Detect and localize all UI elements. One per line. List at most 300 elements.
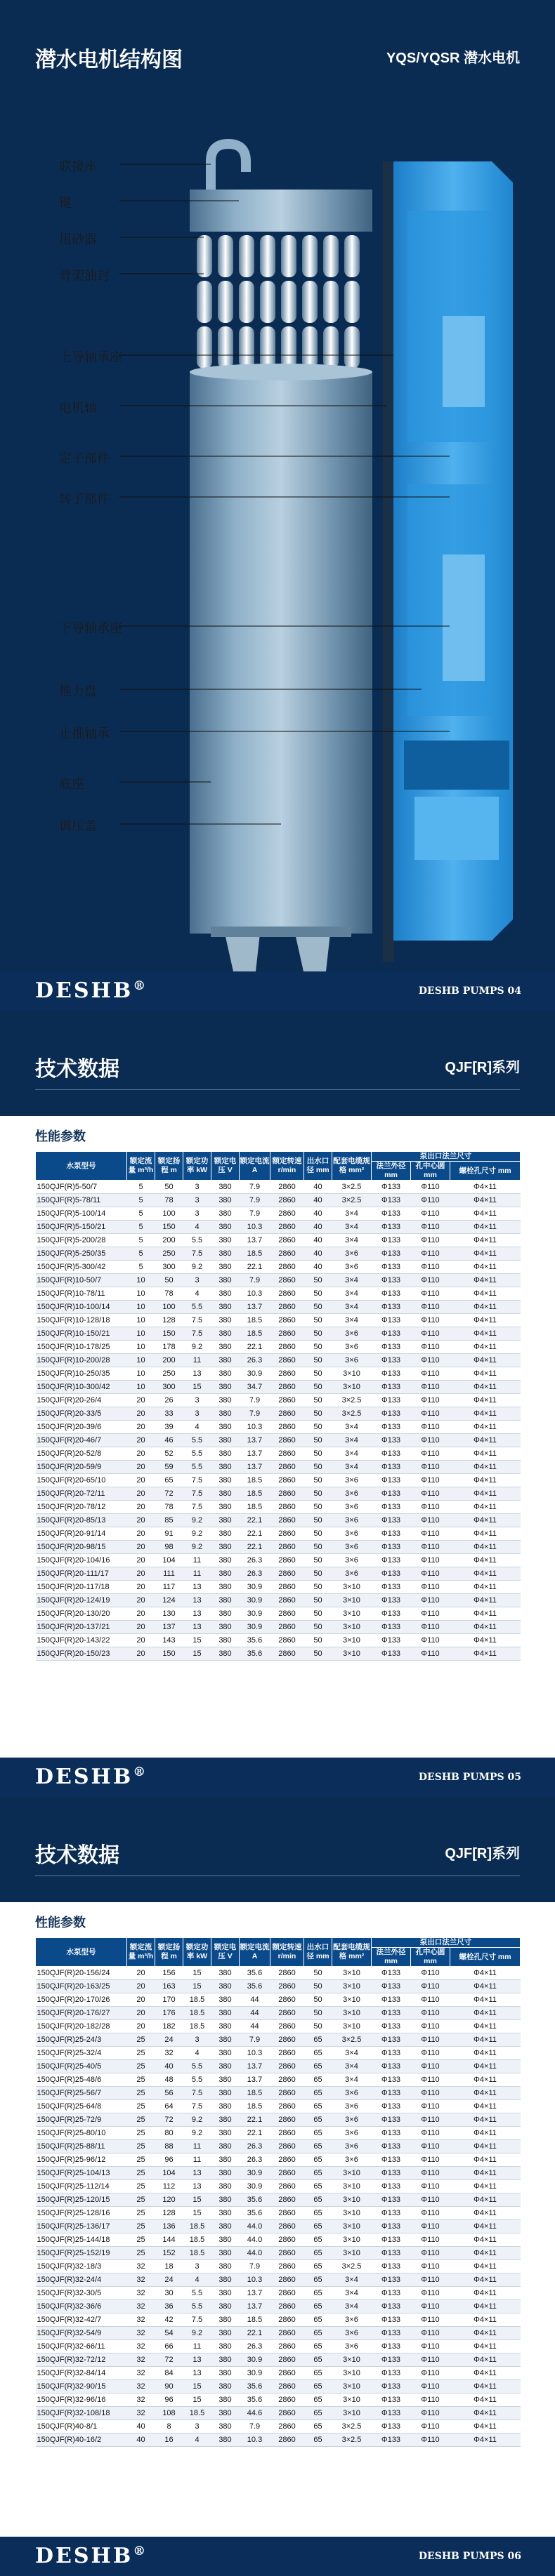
table-cell: Φ4×11 bbox=[450, 1181, 521, 1194]
table-cell: Φ133 bbox=[372, 1594, 411, 1607]
table-cell: Φ4×11 bbox=[450, 2394, 521, 2407]
table-cell: 32 bbox=[127, 2367, 155, 2380]
table-cell: 11 bbox=[183, 1567, 211, 1581]
table-cell: 3×10 bbox=[332, 1381, 372, 1394]
table-cell: 20 bbox=[127, 1447, 155, 1461]
table-row bbox=[36, 1274, 521, 1287]
cell-model: 150QJF(R)25-24/3 bbox=[36, 2033, 127, 2047]
table-cell: 380 bbox=[211, 2327, 240, 2340]
table-cell: 3×2.5 bbox=[332, 1194, 372, 1207]
table-cell: 3×6 bbox=[332, 2100, 372, 2113]
table-cell: 2860 bbox=[270, 1447, 304, 1461]
cell-model: 150QJF(R)32-42/7 bbox=[36, 2313, 127, 2327]
table-cell: 65 bbox=[304, 2300, 332, 2313]
table-cell: 44.0 bbox=[240, 2220, 270, 2233]
table-cell: 128 bbox=[155, 2207, 183, 2220]
table-cell: 3×10 bbox=[332, 2020, 372, 2033]
table-cell: Φ133 bbox=[372, 1621, 411, 1634]
table-cell: 7.9 bbox=[240, 1394, 270, 1407]
table-row bbox=[36, 2033, 521, 2047]
table-cell: Φ133 bbox=[372, 1381, 411, 1394]
table-cell: 3 bbox=[183, 2260, 211, 2273]
table-cell: 15 bbox=[183, 1634, 211, 1647]
cell-model: 150QJF(R)32-66/11 bbox=[36, 2340, 127, 2353]
table-cell: 65 bbox=[304, 2407, 332, 2420]
table-cell: 50 bbox=[304, 1967, 332, 1980]
cell-model: 150QJF(R)20-163/25 bbox=[36, 1980, 127, 1993]
table-cell: 380 bbox=[211, 1194, 240, 1207]
table-cell: Φ4×11 bbox=[450, 2313, 521, 2327]
cell-model: 150QJF(R)10-178/25 bbox=[36, 1341, 127, 1354]
table-cell: 20 bbox=[127, 1980, 155, 1993]
table-cell: 3×6 bbox=[332, 1261, 372, 1274]
cell-model: 150QJF(R)32-18/3 bbox=[36, 2260, 127, 2273]
table-cell: 25 bbox=[127, 2180, 155, 2193]
table-row bbox=[36, 2300, 521, 2313]
table-cell: 3×10 bbox=[332, 1607, 372, 1621]
table-cell: 80 bbox=[155, 2127, 183, 2140]
table-cell: Φ4×11 bbox=[450, 2180, 521, 2193]
table-cell: 380 bbox=[211, 1421, 240, 1434]
brand-logo: DESHB® bbox=[35, 978, 148, 1003]
table-cell: 380 bbox=[211, 2394, 240, 2407]
table-row bbox=[36, 2220, 521, 2233]
label-sand-slinger: 甩砂器 bbox=[59, 232, 97, 246]
table-row bbox=[36, 2167, 521, 2180]
table-cell: 2860 bbox=[270, 1634, 304, 1647]
table-cell: Φ110 bbox=[411, 2407, 450, 2420]
table-cell: 2860 bbox=[270, 2340, 304, 2353]
table-cell: 3×10 bbox=[332, 2247, 372, 2260]
table-cell: 9.2 bbox=[183, 1527, 211, 1541]
table-cell: Φ110 bbox=[411, 2113, 450, 2127]
cell-model: 150QJF(R)20-124/19 bbox=[36, 1594, 127, 1607]
table-cell: 4 bbox=[183, 1421, 211, 1434]
table-row bbox=[36, 1181, 521, 1194]
table-row bbox=[36, 2087, 521, 2100]
cell-model: 150QJF(R)10-100/14 bbox=[36, 1301, 127, 1314]
table-row bbox=[36, 1447, 521, 1461]
table-cell: 7.5 bbox=[183, 2100, 211, 2113]
tech-data-header bbox=[0, 1011, 555, 1116]
table-cell: 3×6 bbox=[332, 2113, 372, 2127]
table-cell: 15 bbox=[183, 2380, 211, 2394]
table-cell: Φ4×11 bbox=[450, 2140, 521, 2153]
table-cell: Φ110 bbox=[411, 1394, 450, 1407]
table-cell: 2860 bbox=[270, 1221, 304, 1234]
cell-model: 150QJF(R)25-48/6 bbox=[36, 2073, 127, 2087]
table-cell: 2860 bbox=[270, 2113, 304, 2127]
table-cell: 2860 bbox=[270, 2207, 304, 2220]
table-cell: 40 bbox=[304, 1194, 332, 1207]
table-cell: 5 bbox=[127, 1234, 155, 1247]
table-cell: Φ110 bbox=[411, 1221, 450, 1234]
table-cell: Φ110 bbox=[411, 1207, 450, 1221]
table-cell: Φ110 bbox=[411, 2420, 450, 2434]
table-cell: 65 bbox=[304, 2140, 332, 2153]
table-cell: 4 bbox=[183, 2047, 211, 2060]
table-cell: 50 bbox=[304, 1274, 332, 1287]
table-cell: 15 bbox=[183, 1381, 211, 1394]
table-cell: 3×6 bbox=[332, 2153, 372, 2167]
table-cell: Φ133 bbox=[372, 2153, 411, 2167]
table-cell: 50 bbox=[304, 1621, 332, 1634]
table-cell: 11 bbox=[183, 1354, 211, 1367]
table-cell: Φ133 bbox=[372, 2327, 411, 2340]
table-cell: 13.7 bbox=[240, 2060, 270, 2073]
table-cell: 40 bbox=[304, 1221, 332, 1234]
table-cell: 380 bbox=[211, 2220, 240, 2233]
table-cell: Φ110 bbox=[411, 2327, 450, 2340]
table-cell: Φ110 bbox=[411, 1194, 450, 1207]
table-row bbox=[36, 1461, 521, 1474]
table-cell: 2860 bbox=[270, 1980, 304, 1993]
table-cell: Φ4×11 bbox=[450, 1421, 521, 1434]
table-cell: Φ4×11 bbox=[450, 2087, 521, 2100]
table-cell: 380 bbox=[211, 2260, 240, 2273]
table-cell: 78 bbox=[155, 1194, 183, 1207]
table-cell: 56 bbox=[155, 2087, 183, 2100]
table-cell: 4 bbox=[183, 2273, 211, 2287]
table-cell: 2860 bbox=[270, 1274, 304, 1287]
table-cell: 26.3 bbox=[240, 2340, 270, 2353]
table-cell: Φ133 bbox=[372, 2087, 411, 2100]
table-cell: 5.5 bbox=[183, 2060, 211, 2073]
table-cell: 7.9 bbox=[240, 2033, 270, 2047]
table-cell: Φ4×11 bbox=[450, 1341, 521, 1354]
col-head: 额定扬程 m bbox=[155, 1152, 183, 1181]
table-cell: Φ4×11 bbox=[450, 2047, 521, 2060]
table-cell: 18.5 bbox=[183, 2020, 211, 2033]
table-cell: 380 bbox=[211, 1621, 240, 1634]
col-flange: 泵出口法兰尺寸 bbox=[372, 1152, 521, 1162]
table-row bbox=[36, 2113, 521, 2127]
table-cell: Φ110 bbox=[411, 2127, 450, 2140]
table-row bbox=[36, 1487, 521, 1501]
table-cell: 3×6 bbox=[332, 1487, 372, 1501]
table-body-1 bbox=[36, 1181, 521, 1661]
cell-model: 150QJF(R)10-50/7 bbox=[36, 1274, 127, 1287]
table-row bbox=[36, 2180, 521, 2193]
table-cell: Φ133 bbox=[372, 1967, 411, 1980]
table-cell: Φ4×11 bbox=[450, 1554, 521, 1567]
table-cell: 32 bbox=[127, 2273, 155, 2287]
table-cell: 30.9 bbox=[240, 2180, 270, 2193]
table-cell: 22.1 bbox=[240, 2327, 270, 2340]
tech-data-header bbox=[0, 1797, 555, 1902]
table-cell: Φ4×11 bbox=[450, 2060, 521, 2073]
table-cell: 7.5 bbox=[183, 1474, 211, 1487]
table-cell: Φ110 bbox=[411, 1381, 450, 1394]
cell-model: 150QJF(R)10-300/42 bbox=[36, 1381, 127, 1394]
table-row bbox=[36, 1554, 521, 1567]
table-cell: Φ110 bbox=[411, 1647, 450, 1661]
table-cell: 3×6 bbox=[332, 1514, 372, 1527]
table-cell: 3×4 bbox=[332, 1274, 372, 1287]
table-cell: 7.5 bbox=[183, 2313, 211, 2327]
col-flow: 额定流量 m³/h bbox=[127, 1938, 155, 1967]
table-cell: Φ4×11 bbox=[450, 2233, 521, 2247]
table-cell: 380 bbox=[211, 2167, 240, 2180]
table-cell: 380 bbox=[211, 2033, 240, 2047]
table-cell: 25 bbox=[127, 2247, 155, 2260]
table-cell: Φ110 bbox=[411, 2220, 450, 2233]
table-cell: Φ4×11 bbox=[450, 1234, 521, 1247]
table-cell: 50 bbox=[304, 1447, 332, 1461]
table-cell: 72 bbox=[155, 1487, 183, 1501]
table-cell: 3×2.5 bbox=[332, 2033, 372, 2047]
table-cell: 18 bbox=[155, 2260, 183, 2273]
table-cell: 65 bbox=[304, 2100, 332, 2113]
cell-model: 150QJF(R)20-170/26 bbox=[36, 1993, 127, 2007]
table-cell: 380 bbox=[211, 1461, 240, 1474]
table-row bbox=[36, 1421, 521, 1434]
table-cell: 22.1 bbox=[240, 1514, 270, 1527]
cell-model: 150QJF(R)25-112/14 bbox=[36, 2180, 127, 2193]
table-cell: Φ133 bbox=[372, 2434, 411, 2447]
table-cell: 380 bbox=[211, 1567, 240, 1581]
table-cell: 380 bbox=[211, 1274, 240, 1287]
table-cell: 11 bbox=[183, 2340, 211, 2353]
table-cell: 2860 bbox=[270, 1181, 304, 1194]
table-cell: 250 bbox=[155, 1247, 183, 1261]
cell-model: 150QJF(R)25-56/7 bbox=[36, 2087, 127, 2100]
table-cell: 7.5 bbox=[183, 1487, 211, 1501]
table-cell: 18.5 bbox=[240, 2313, 270, 2327]
table-cell: 13 bbox=[183, 2167, 211, 2180]
label-coupling-seat: 联接座 bbox=[59, 159, 97, 173]
table-cell: 2860 bbox=[270, 2300, 304, 2313]
table-cell: Φ110 bbox=[411, 2020, 450, 2033]
table-cell: 3×2.5 bbox=[332, 2434, 372, 2447]
table-cell: Φ110 bbox=[411, 2300, 450, 2313]
cell-model: 150QJF(R)5-100/14 bbox=[36, 1207, 127, 1221]
page-number: DESHB PUMPS 06 bbox=[418, 2551, 521, 2562]
table-cell: 32 bbox=[127, 2407, 155, 2420]
table-cell: Φ110 bbox=[411, 1621, 450, 1634]
table-row bbox=[36, 2420, 521, 2434]
table-cell: 3×4 bbox=[332, 1221, 372, 1234]
table-cell: 20 bbox=[127, 2020, 155, 2033]
table-cell: Φ133 bbox=[372, 2340, 411, 2353]
table-row bbox=[36, 1234, 521, 1247]
table-row bbox=[36, 1567, 521, 1581]
cell-model: 150QJF(R)20-33/5 bbox=[36, 1407, 127, 1421]
cell-model: 150QJF(R)32-30/5 bbox=[36, 2287, 127, 2300]
table-cell: 3×4 bbox=[332, 2060, 372, 2073]
cell-model: 150QJF(R)20-156/24 bbox=[36, 1967, 127, 1980]
table-cell: Φ110 bbox=[411, 2260, 450, 2273]
table-row bbox=[36, 2153, 521, 2167]
table-cell: 2860 bbox=[270, 2140, 304, 2153]
cell-model: 150QJF(R)32-24/4 bbox=[36, 2273, 127, 2287]
table-cell: Φ4×11 bbox=[450, 2273, 521, 2287]
table-cell: 380 bbox=[211, 1647, 240, 1661]
table-cell: 50 bbox=[304, 1527, 332, 1541]
table-cell: 380 bbox=[211, 2233, 240, 2247]
table-cell: 50 bbox=[304, 1567, 332, 1581]
table-cell: 40 bbox=[304, 1234, 332, 1247]
table-cell: 3×4 bbox=[332, 2273, 372, 2287]
table-cell: 65 bbox=[304, 2073, 332, 2087]
table-cell: 200 bbox=[155, 1234, 183, 1247]
table-cell: Φ4×11 bbox=[450, 1247, 521, 1261]
table-cell: Φ110 bbox=[411, 2233, 450, 2247]
table-cell: 18.5 bbox=[240, 2087, 270, 2100]
table-cell: 104 bbox=[155, 1554, 183, 1567]
col-voltage: 额定电压 V bbox=[211, 1152, 240, 1181]
table-row bbox=[36, 2100, 521, 2113]
table-cell: 18.5 bbox=[240, 1487, 270, 1501]
table-cell: 3 bbox=[183, 1274, 211, 1287]
table-cell: Φ110 bbox=[411, 1993, 450, 2007]
table-cell: 380 bbox=[211, 1314, 240, 1327]
table-cell: 7.5 bbox=[183, 1327, 211, 1341]
table-cell: 2860 bbox=[270, 2100, 304, 2113]
table-cell: Φ110 bbox=[411, 2273, 450, 2287]
table-cell: 18.5 bbox=[183, 2247, 211, 2260]
table-cell: 10 bbox=[127, 1327, 155, 1341]
table-cell: Φ110 bbox=[411, 1527, 450, 1541]
table-cell: 39 bbox=[155, 1421, 183, 1434]
table-cell: Φ110 bbox=[411, 1554, 450, 1567]
table-cell: 13 bbox=[183, 2353, 211, 2367]
table-cell: 18.5 bbox=[183, 2007, 211, 2020]
table-cell: 380 bbox=[211, 2367, 240, 2380]
label-base: 底座 bbox=[59, 777, 84, 791]
table-cell: 65 bbox=[304, 2273, 332, 2287]
table-row bbox=[36, 1247, 521, 1261]
table-cell: 2860 bbox=[270, 1501, 304, 1514]
cell-model: 150QJF(R)25-144/18 bbox=[36, 2233, 127, 2247]
table-cell: 3×10 bbox=[332, 2353, 372, 2367]
table-cell: 15 bbox=[183, 1980, 211, 1993]
table-cell: 91 bbox=[155, 1527, 183, 1541]
table-cell: 65 bbox=[304, 2380, 332, 2394]
table-cell: 22.1 bbox=[240, 1541, 270, 1554]
table-cell: 2860 bbox=[270, 2127, 304, 2140]
table-cell: 32 bbox=[127, 2313, 155, 2327]
table-cell: 2860 bbox=[270, 1541, 304, 1554]
table-cell: 65 bbox=[304, 2060, 332, 2073]
table-cell: Φ110 bbox=[411, 2380, 450, 2394]
table-cell: 7.5 bbox=[183, 1247, 211, 1261]
table-cell: 30.9 bbox=[240, 2167, 270, 2180]
table-row bbox=[36, 2313, 521, 2327]
table-cell: 65 bbox=[304, 2033, 332, 2047]
table-cell: 48 bbox=[155, 2073, 183, 2087]
table-cell: 2860 bbox=[270, 1581, 304, 1594]
table-cell: 50 bbox=[304, 1434, 332, 1447]
col-cable: 配套电缆规格 mm² bbox=[332, 1938, 372, 1967]
col-flange: 泵出口法兰尺寸 bbox=[372, 1938, 521, 1948]
table-cell: Φ4×11 bbox=[450, 2127, 521, 2140]
table-cell: 3×10 bbox=[332, 1581, 372, 1594]
table-cell: 65 bbox=[304, 2207, 332, 2220]
table-cell: 3×4 bbox=[332, 1287, 372, 1301]
cell-model: 150QJF(R)20-65/10 bbox=[36, 1474, 127, 1487]
table-cell: 5.5 bbox=[183, 1434, 211, 1447]
table-cell: 380 bbox=[211, 2127, 240, 2140]
table-cell: 178 bbox=[155, 1341, 183, 1354]
table-cell: 380 bbox=[211, 1501, 240, 1514]
table-cell: Φ110 bbox=[411, 1247, 450, 1261]
table-cell: Φ110 bbox=[411, 1287, 450, 1301]
table-row bbox=[36, 2260, 521, 2273]
table-cell: 137 bbox=[155, 1621, 183, 1634]
table-cell: Φ4×11 bbox=[450, 1327, 521, 1341]
table-cell: Φ4×11 bbox=[450, 2007, 521, 2020]
table-cell: Φ4×11 bbox=[450, 1634, 521, 1647]
table-cell: Φ110 bbox=[411, 2060, 450, 2073]
table-cell: 9.2 bbox=[183, 1341, 211, 1354]
table-cell: 380 bbox=[211, 1993, 240, 2007]
col-flange-od: 法兰外径 mm bbox=[372, 1162, 411, 1181]
table-cell: Φ110 bbox=[411, 1447, 450, 1461]
table-cell: Φ4×11 bbox=[450, 2100, 521, 2113]
table-cell: 3×10 bbox=[332, 2380, 372, 2394]
table-cell: 10 bbox=[127, 1341, 155, 1354]
table-cell: 13 bbox=[183, 1621, 211, 1634]
table-cell: 9.2 bbox=[183, 2127, 211, 2140]
motor-model: YQS/YQSR 潜水电机 bbox=[386, 51, 520, 66]
table-cell: 13 bbox=[183, 1581, 211, 1594]
table-cell: 50 bbox=[304, 1367, 332, 1381]
table-cell: 2860 bbox=[270, 1247, 304, 1261]
table-cell: 54 bbox=[155, 2327, 183, 2340]
table-cell: 10 bbox=[127, 1301, 155, 1314]
table-cell: 380 bbox=[211, 1487, 240, 1501]
table-cell: 65 bbox=[304, 2153, 332, 2167]
cell-model: 150QJF(R)20-26/4 bbox=[36, 1394, 127, 1407]
table-cell: Φ133 bbox=[372, 2353, 411, 2367]
table-cell: 50 bbox=[304, 1487, 332, 1501]
table-cell: 380 bbox=[211, 1341, 240, 1354]
table-cell: 3×6 bbox=[332, 1474, 372, 1487]
table-cell: 26.3 bbox=[240, 1354, 270, 1367]
table-cell: 30.9 bbox=[240, 2353, 270, 2367]
table-cell: Φ133 bbox=[372, 1634, 411, 1647]
table-row bbox=[36, 1367, 521, 1381]
cell-model: 150QJF(R)20-104/16 bbox=[36, 1554, 127, 1567]
table-row bbox=[36, 1381, 521, 1394]
table-cell: Φ133 bbox=[372, 1434, 411, 1447]
table-row bbox=[36, 2247, 521, 2260]
table-cell: 18.5 bbox=[240, 2100, 270, 2113]
table-cell: Φ4×11 bbox=[450, 1581, 521, 1594]
table-cell: 9.2 bbox=[183, 2327, 211, 2340]
table-cell: Φ110 bbox=[411, 2353, 450, 2367]
table-cell: 90 bbox=[155, 2380, 183, 2394]
table-cell: Φ133 bbox=[372, 2033, 411, 2047]
table-cell: 20 bbox=[127, 1434, 155, 1447]
table-cell: Φ133 bbox=[372, 1487, 411, 1501]
table-cell: 13 bbox=[183, 1607, 211, 1621]
table-cell: 380 bbox=[211, 2100, 240, 2113]
table-cell: 2860 bbox=[270, 2407, 304, 2420]
table-cell: 380 bbox=[211, 1301, 240, 1314]
table-row bbox=[36, 1501, 521, 1514]
table-cell: 20 bbox=[127, 1421, 155, 1434]
table-cell: 8 bbox=[155, 2420, 183, 2434]
table-cell: Φ133 bbox=[372, 2113, 411, 2127]
table-cell: Φ4×11 bbox=[450, 2340, 521, 2353]
cell-model: 150QJF(R)10-78/11 bbox=[36, 1287, 127, 1301]
table-cell: Φ4×11 bbox=[450, 1367, 521, 1381]
table-cell: 59 bbox=[155, 1461, 183, 1474]
table-cell: 50 bbox=[304, 2007, 332, 2020]
table-row bbox=[36, 1527, 521, 1541]
